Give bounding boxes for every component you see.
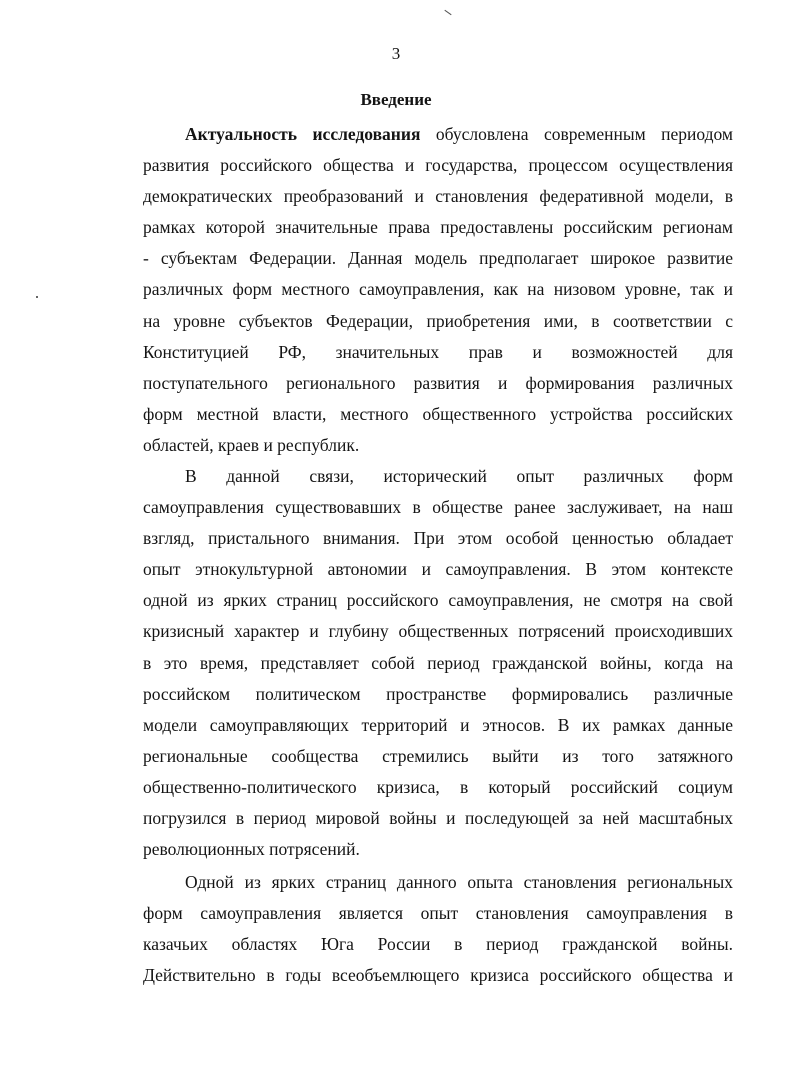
paragraph-line: демократических преобразований и становления федеративной модели, в: [143, 186, 733, 207]
paragraph-line: рамках которой значительные права предоставлены российским регионам: [143, 217, 733, 238]
paragraph-line: революционных потрясений.: [143, 839, 360, 860]
scan-mark-top: [444, 10, 451, 15]
paragraph-historical-experience: [143, 461, 733, 865]
paragraph-line: одной из ярких страниц российского самоуправления, не смотря на свой: [143, 590, 733, 611]
paragraph-line: развития российского общества и государства, процессом осуществления: [143, 155, 733, 176]
paragraph-line: кризисный характер и глубину общественных потрясений происходивших: [143, 621, 733, 642]
paragraph-line: погрузился в период мировой войны и последующей за ней масштабных: [143, 808, 733, 829]
paragraph-cossack-regions: [143, 867, 733, 991]
lead-phrase: Актуальность исследования: [185, 124, 421, 144]
paragraph-line: - субъектам Федерации. Данная модель предполагает широкое развитие: [143, 248, 733, 269]
page-number: 3: [391, 44, 401, 63]
paragraph-line: форм самоуправления является опыт становления самоуправления в: [143, 903, 733, 924]
paragraph-line: Конституцией РФ, значительных прав и возможностей для: [143, 341, 733, 362]
paragraph-line: Действительно в годы всеобъемлющего кризиса российского общества и: [143, 965, 733, 986]
paragraph-line: самоуправления существовавших в обществе ранее заслуживает, на наш: [143, 497, 733, 518]
paragraph-line: опыт этнокультурной автономии и самоуправления. В этом контексте: [143, 559, 733, 580]
paragraph-line: казачьих областях Юга России в период гражданской войны.: [143, 934, 733, 955]
paragraph-line: различных форм местного самоуправления, как на низовом уровне, так и: [143, 279, 733, 300]
paragraph-line: областей, краев и республик.: [143, 434, 360, 455]
paragraph-line: российском политическом пространстве формировались различные: [143, 683, 733, 704]
section-title: Введение: [360, 90, 432, 109]
paragraph-line: В данной связи, исторический опыт различных форм: [185, 466, 733, 486]
paragraph-line: Одной из ярких страниц данного опыта становления региональных: [185, 872, 733, 892]
paragraph-line: в это время, представляет собой период гражданской войны, когда на: [143, 652, 733, 673]
paragraph-line: Актуальность исследования обусловлена современным периодом: [185, 124, 733, 144]
paragraph-line: форм местной власти, местного общественного устройства российских: [143, 403, 733, 424]
paragraph-line: взгляд, пристального внимания. При этом особой ценностью обладает: [143, 528, 733, 549]
paragraph-line: региональные сообщества стремились выйти из того затяжного: [143, 745, 733, 766]
paragraph-line: модели самоуправляющих территорий и этносов. В их рамках данные: [143, 714, 733, 735]
paragraph-relevance: [143, 119, 733, 461]
paragraph-line: поступательного регионального развития и формирования различных: [143, 372, 733, 393]
paragraph-line: на уровне субъектов Федерации, приобретения ими, в соответствии с: [143, 310, 733, 331]
scan-mark-left: [36, 296, 38, 298]
paragraph-line: общественно-политического кризиса, в который российский социум: [143, 776, 733, 797]
